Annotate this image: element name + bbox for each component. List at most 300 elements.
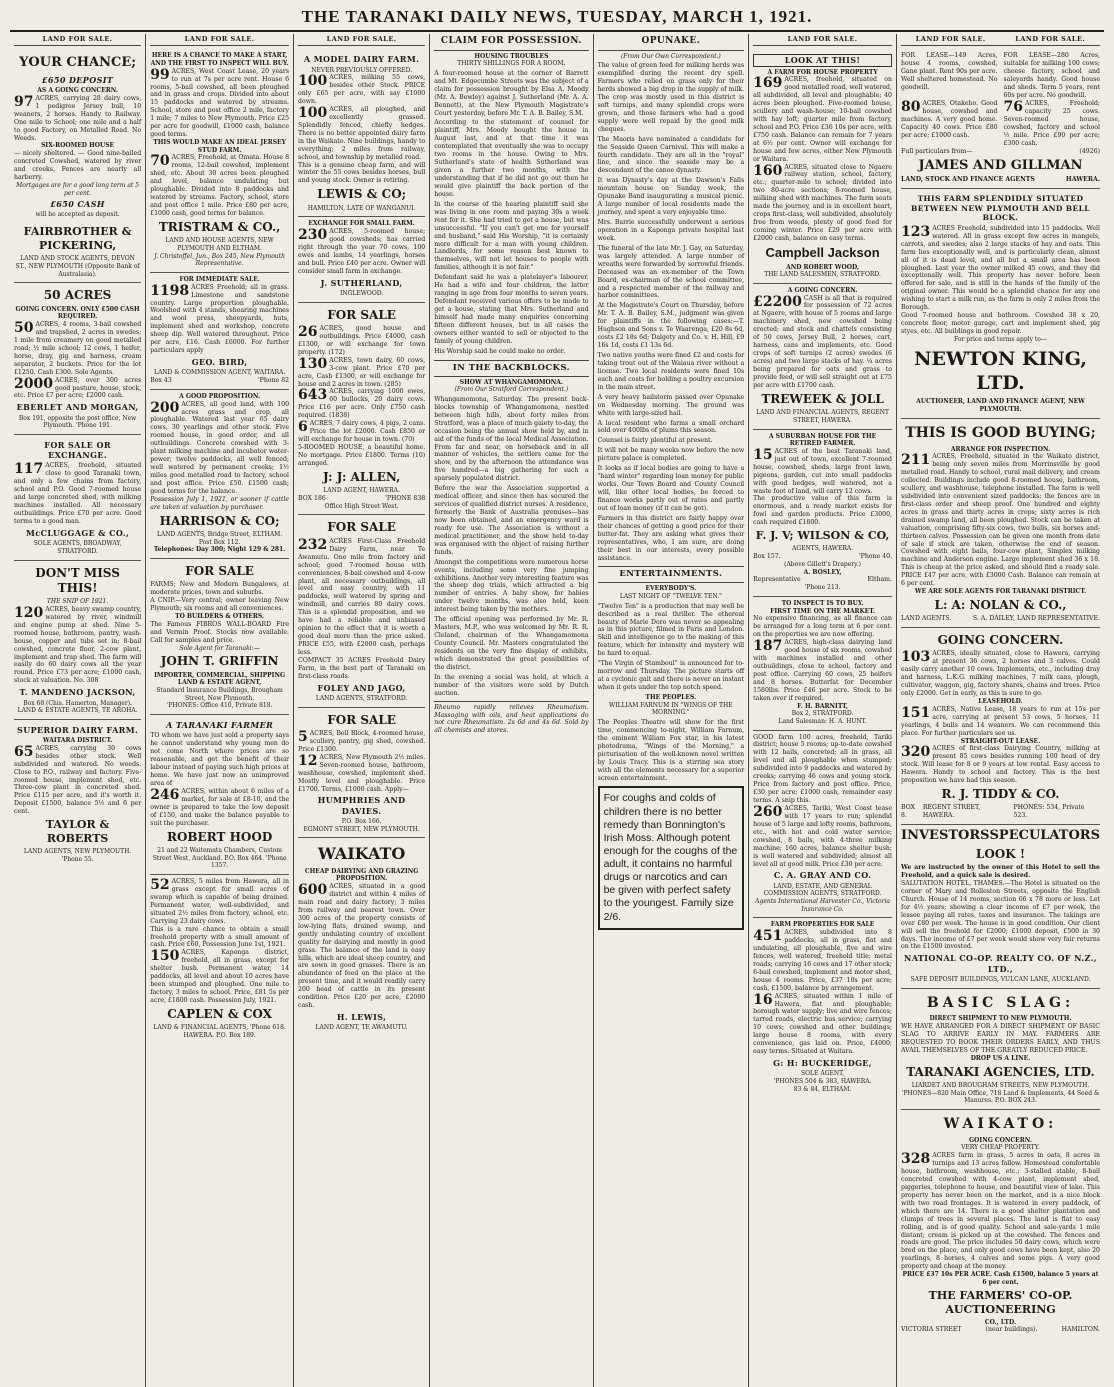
- advert-inspect-to-buy: [753, 597, 892, 731]
- agent-name: NATIONAL CO-OP. REALTY CO. OF N.Z., LTD.,: [904, 953, 1097, 974]
- acre-lead: 65: [14, 743, 34, 760]
- advert-subtitle: ARRANGE FOR INSPECTION.: [950, 445, 1051, 453]
- rheumo-advert: Rheumo rapidly relieves Rheumatism. Massaging with oils, and heat applications do not cure Rheumatism. 2s 6d and 4s 6d. Sold by all chemists and stores.: [434, 701, 588, 736]
- advert-title: FOR SALE: [327, 712, 396, 727]
- agent-note: J. Christoffel, Jun., Box 245, New Plymouth Representative.: [154, 252, 285, 268]
- agent-address: LAND & FINANCIAL AGENTS, 'Phone 618. HAWERA. P.O. Box 189.: [153, 1024, 286, 1039]
- article-paragraph: Defendant said he was a platelayer's labourer. He had a wife and four children, the latter ranging in age from four months to seven years. Defendant received various offers to be made to get a house, stating that Mrs. Sutherland and himself had made many enquiries concerning fifteen different houses, but in all cases the owners either wanted to sell or objected to the family of young children.: [434, 274, 589, 345]
- advert-text: ACRES, Tariki, West Coast lease with 17 years to run; splendid house of 5 large and lofty rooms, bathroom, etc., with hot and cold water service; cowshed, 8 bails, with 4-three milking machine; 160 acres, balance shelter bush; is well watered and subdivided; almost all level all at good milk. Price £30 per acre.: [753, 804, 892, 868]
- advert-text: ACRES, over 300 acres good pasture, house, stock, etc. Price £7 per acre; £2000 cash.: [14, 376, 142, 400]
- advert-text: A CNIP.—Very central; owner leaving New Plymouth; six rooms and all conveniences.: [150, 597, 290, 613]
- acre-lead: £2200: [753, 293, 802, 310]
- acre-lead: 232: [298, 536, 328, 553]
- agent-name: EBERLET AND MORGAN,: [16, 402, 139, 413]
- masthead-title: THE TARANAKI DAILY NEWS, TUESDAY, MARCH 1, 1921.: [301, 7, 813, 26]
- representative-name: A. BOSLEY,: [803, 568, 842, 576]
- advert-text: ACRES, 7 dairy cows, 4 pigs, 2 cans. Price the lot £2000. Cash £850 or will exchange for house in town. (70): [298, 420, 426, 444]
- article-subtitle: SHOW AT WHANGAMOMONA.: [459, 378, 563, 386]
- agent-town: HAMILTON.: [1061, 1326, 1100, 1334]
- article-subtitle: (From Our Stratford Correspondent.): [454, 386, 569, 394]
- article-subtitle: WILLIAM FARNUM IN "WINGS OF THE MORNING.": [609, 701, 733, 717]
- advert-hawera-52: [150, 875, 289, 1044]
- column-7: [897, 34, 1104, 1387]
- article-paragraph: Two native youths were fined £2 and costs for taking trout out of the Waiaua river without a license. Two local residents were fined 10s each and costs for holding a poultry excursion in the main street.: [597, 352, 745, 391]
- acre-lead: 187: [753, 638, 783, 655]
- column-2: [146, 34, 294, 1387]
- advert-title: DON'T MISS THIS!: [35, 565, 120, 595]
- acre-lead: 117: [14, 461, 44, 478]
- advert-title: FARM PROPERTIES FOR SALE: [770, 921, 875, 929]
- agent-name: JAMES AND GILLMAN: [918, 157, 1083, 173]
- article-title: CLAIM FOR POSSESSION.: [434, 36, 588, 51]
- agent-note: Agents International Harvester Co., Victoria Insurance Co.: [755, 898, 890, 913]
- agent-name: F. J. V; WILSON & CO,: [755, 529, 890, 543]
- agent-name-2: CO., LTD.: [984, 1318, 1017, 1326]
- advert-text: GOOD farm 100 acres, freehold, Tariki district; house 5 rooms; up-to-date cowshed with 12 bails, concreted; all in grass, all level and all ploughable when stumped; subdivided into 9 paddocks and watered by creeks; carrying 46 cows and young stock. Price from factory and post office. Price, £30 per acre; £1000 cash, remainder easy terms. A snip this.: [753, 733, 892, 805]
- agent-address: THE LAND SALESMEN, STRATFORD.: [764, 271, 881, 279]
- advert-text: ACRES, New Plymouth 2½ miles. Seven-roomed house, bathroom, washhouse, cowshed, implement shed. Mostly level and ploughable. Price £1700. Terms, £1000 cash. Apply—: [298, 753, 426, 793]
- advert-superior-dairy: [14, 720, 141, 868]
- advert-title: FOR IMMEDIATE SALE.: [179, 275, 260, 283]
- agent-name: Campbell Jackson: [765, 244, 880, 260]
- agent-name: THE FARMERS' CO-OP. AUCTIONEERING: [928, 1288, 1073, 1316]
- advert-text: ACRES, carrying 1000 ewes, 60 bullocks, 20 dairy cows. Price £16 per acre. Only £750 cash required. (1838): [298, 388, 426, 420]
- agent-address: LAND AGENTS, STRATFORD.: [315, 694, 408, 702]
- advert-text: FARMS; New and Modern Bungalows, at moderate prices, town and suburbs.: [150, 581, 290, 597]
- advert-text: ACRES of the best Taranaki land, just out of town, excellent 7-roomed house, cowshed, sheds, large front lawn, pigeons, garden, cut into small paddocks with good hedges, well watered, not a waste foot of land, will carry 12 cows.: [753, 447, 892, 495]
- advert-subtitle: A FARM FOR HOUSE PROPERTY: [767, 68, 878, 76]
- agent-name: L: A: NOLAN & CO.,: [934, 597, 1067, 612]
- agent-name: R. J. TIDDY & CO.: [941, 786, 1060, 801]
- advert-text: ACRES, good house and outbuildings. Price £4000, cash £1300, or will exchange for town property. (172): [298, 324, 426, 356]
- advert-text: ACRES, all ploughed, and excellently grassed. Splendidly fenced, chiefly hedges. There is no better appointed dairy farm in the Waikato. Nine buildings, handy to everything; 2 miles from railway, school, and township by metalled road.: [298, 105, 426, 161]
- agent-role: LAND, STOCK AND FINANCE AGENTS: [900, 176, 1035, 184]
- advert-text: ACRES, high-class dairying land good house of six rooms, cowshed with machines installed and other outbuildings, close to school, factory and post office. Carrying 60 cows, 25 heifers and 8 horses. Butterfat for December 1580lbs. Price £46 per acre. Stock to be taken over if required.: [753, 639, 892, 702]
- advert-text: ACRES, Native Lease, 18 years to run at 15s per acre, carrying at present 53 cows, 5 horses, 11 yearlings, 4 bulls and 14 weaners. We can recommend this place. For further particulars see us.: [900, 705, 1100, 737]
- advert-text: ACRES, Kaponga district, freehold, all in grass, except for shelter bush. Permanent water, 14 paddocks, all level and about 10 acres have been stumped and ploughed. One mile to factory, 3 miles to school. Price, £81 5s per acre, £1800 cash. Possession July, 1921.: [150, 949, 290, 1005]
- agent-name: HARRISON & CO;: [159, 513, 280, 528]
- advert-text: ACRES, situated close to Ngaere railway station, school, factory, etc.; quarter-mile to school; divided into two 80-acre sections; 8-roomed house, milking shed with machines. The farm seats made the journey, and is in excellent heart, crops first-class, well subdivided, absolutely free from weeds, plenty of good feed for coming winter. Price £29 per acre with £2000 cash, balance on easy terms.: [753, 163, 892, 242]
- acre-lead: 52: [150, 876, 170, 893]
- advert-text: ACRES, Otakeho. Good house, cowshed and machines. A very good home. Capacity 40 cows. Price £80 per acre; £1000 cash.: [900, 99, 998, 139]
- advert-drop-line: DROP US A LINE.: [970, 1054, 1031, 1062]
- agent-name: TREWEEK & JOLL: [761, 391, 884, 406]
- advert-new-plymouth-bell-block: [901, 189, 1100, 419]
- article-paragraph: Farmers in this district are fairly happy over their chances of getting a good price for their butter-fat. They are asking what gives their representatives, who, I am sure, are doing their best in our interests, every possible assistance.: [597, 514, 745, 562]
- advert-waikato-going-concern: [901, 1110, 1100, 1338]
- advert-text: WE HAVE ARRANGED FOR A DIRECT SHIPMENT OF BASIC SLAG TO ARRIVE EARLY IN MAY. FARMERS ARE REQUESTED TO BOOK THEIR ORDERS EARLY, AND THUS AVAIL THEMSELVES OF THE GREATLY REDUCED PRICE.: [900, 1023, 1100, 1054]
- advert-title: A SUBURBAN HOUSE FOR THE RETIRED FARMER.: [768, 432, 877, 448]
- advert-for-sale-foley: [298, 515, 425, 707]
- advert-title: WAIKATO: [317, 844, 406, 864]
- advert-subtitle: VERY CHEAP PROPERTY.: [961, 1144, 1040, 1152]
- advert-title: A GOING CONCERN.: [787, 286, 858, 294]
- agent-address: Box 2, STRATFORD.: [791, 710, 854, 718]
- column-header: LAND FOR SALE.: [14, 34, 141, 46]
- agent-name: GEO. BIRD,: [191, 357, 248, 368]
- advert-agent-note: Sole Agent for Taranaki:—: [179, 644, 260, 652]
- advert-text: ACRES, subdivided into 8 paddocks, all in grass, flat and undulating, all ploughable, five and wire fences, well watered, freehold title; metal roads; carrying 16 cows and 17 other stock; 6-bail cowshed, implement and motor shed, house 4 rooms. Price, £37 10s per acre; cash, £1500, balance by arrangement.: [753, 929, 892, 992]
- advert-model-dairy: [298, 49, 425, 217]
- advert-suburban-house: [753, 430, 892, 597]
- agent-name: TARANAKI AGENCIES, LTD.: [906, 1064, 1095, 1079]
- agent-address: EGMONT STREET, NEW PLYMOUTH.: [303, 825, 420, 833]
- agent-name: ROBERT HOOD: [166, 829, 273, 844]
- advert-cash-note: will be accepted as deposit.: [35, 211, 120, 219]
- agent-name: TAYLOR & ROBERTS: [45, 818, 110, 846]
- agent-box: Box 157.: [753, 552, 781, 560]
- agent-address: LAND AGENT, HAWERA.: [323, 487, 400, 495]
- advert-mortgage: Mortgages are for a good long term at 5 per cent.: [16, 181, 140, 197]
- advert-dont-miss: [14, 561, 141, 720]
- advert-good-buying: [901, 419, 1100, 628]
- acre-lead: 26: [298, 323, 318, 340]
- advert-text: ACRES, ideally situated, close to Hawera, carrying at present 36 cows, 2 horses and 3 calves. Could easily carry another 10 cows. Implements, etc., including dray and harness, L.K.G. milking machines, 7 milk cans, plough, cultivator, waggon, gig, factory shares, chains and trees. Price only £2000. Get in early, as this is sure to go.: [900, 650, 1100, 698]
- acre-lead: 16: [753, 991, 773, 1008]
- advert-for-lease: [901, 49, 1100, 189]
- agent-name: T. MANDENO JACKSON,: [19, 687, 136, 698]
- advert-text: ACRES Freehold, subdivided into 15 paddocks. Well watered. All in grass except few acres in mangels, carrots, and swedes; also 2 large stacks of hay and oats. This farm lies exceptionally well, and is particularly clean, almost all of it is dead level, and all but a small area has been ploughed. Last year the owner milked 45 cows, and they did exceptionally well. This property has never before been offered for sale, and is still in the hands of the family of the original owner. This would be a splendid chance for any one wishing to start a milk run, as the farm is only 2 miles from the Borough.: [900, 224, 1100, 312]
- agent-name: J. SUTHERLAND,: [320, 277, 403, 288]
- agent-address: REGENT STREET, HAWERA.: [922, 804, 981, 820]
- advert-title: A GOOD PROPOSITION.: [179, 392, 261, 400]
- advert-text: ACRES, freehold, situated on good metalled road, well watered, all subdivided, all level and ploughable; 40 acres been ploughed. Five-roomed house, scullery and wash-house; 10-bail cowshed with hay loft; quarter mile from factory, school and P.O. Price £36 10s per acre, with £750 cash. Balance can remain for 7 years at 6½ per cent. Owner will exchange for house and few acres, either New Plymouth or Waitara.: [753, 76, 892, 163]
- advert-text: ACRES, carrying 30 cows besides other stock. Well subdivided and watered. No weeds. Close to P.O., railway and factory. Five-roomed house, implement shed, etc. Three-cow plant in concreted shed. Price £115 per acre, and it's worth it. Deposit £1500, balance 5½ and 6 per cent.: [14, 744, 142, 816]
- agent-address: LAND AGENTS, Bridge Street, ELTHAM. Post Box 112.: [156, 531, 283, 546]
- advert-farm-properties: [753, 918, 892, 1097]
- agent-address: LAND AND HOUSE AGENTS, NEW PLYMOUTH AND ELTHAM.: [165, 237, 274, 252]
- article-paragraph: "Twelve Ten" is a production that may well be described as a real thriller. The ethereal beauty of Marie Doro was never so appealing as in this picture, filmed in Paris and London. Skill and intelligence go to the making of this feature, which for intensity and mystery will be hard to equal.: [597, 602, 745, 658]
- advert-subtitle: DIRECT SHIPMENT TO NEW PLYMOUTH.: [929, 1015, 1072, 1023]
- advert-title: FOR SALE OR EXCHANGE.: [44, 439, 111, 461]
- advert-taranaki-farmer: [150, 715, 289, 875]
- advert-text: ACRES, situated within 1 mile of Hawera, flat and ploughable; borough water supply; live and wire fences; tarred roads, electric bus service; carrying 10 cows; cowshed and other buildings; large house 8 rooms, with every convenience, gas laid on. Price, £4000; easy terms. Situated at Waitara.: [753, 992, 892, 1056]
- columns: [10, 34, 1104, 1387]
- article-paragraph: A local resident who farms a small orchard sold over 400lbs of plums this season.: [597, 419, 745, 435]
- irish-moss-advert: For coughs and colds of children there is no better remedy than Bonnington's Irish Moss. Although potent enough for the coughs of the adult, it contains no harmful drugs or narcotics and can be given with perfect safety to the youngest. Family size 2/6.: [598, 786, 745, 929]
- agent-address: LAND & COMMISSION AGENT, WAITARA.: [153, 369, 286, 377]
- advert-house-text: — nicely sheltered. — Good nine-bailed concreted Cowshed, watered by river and creeks. Fences are nearly all harberry.: [14, 150, 142, 181]
- agent-address: 83 & 84, ELTHAM.: [793, 1085, 852, 1093]
- advert-subtitle: GOING CONCERN.: [969, 1136, 1032, 1144]
- advert-more: For price and terms apply to—: [954, 335, 1047, 343]
- advert-title: WAIKATO:: [943, 1115, 1058, 1132]
- acre-lead: 123: [900, 223, 931, 240]
- agent-name: NEWTON KING, LTD.: [914, 347, 1087, 394]
- advert-title: YOUR CHANCE;: [19, 55, 137, 71]
- agent-address: LAND AGENT, TE AWAMUTU.: [315, 1024, 408, 1032]
- acre-lead: 100: [298, 73, 328, 90]
- advert-title-right: SPECULATORS: [989, 828, 1100, 844]
- advert-look-at-this: [753, 49, 892, 284]
- agent-address: LAND AND FINANCIAL AGENTS, REGENT STREET, HAWERA.: [756, 409, 890, 424]
- acre-lead: 328: [900, 1151, 931, 1168]
- advert-title: TO INSPECT IS TO BUY.: [781, 599, 864, 607]
- masthead: [10, 4, 1104, 32]
- column-header-row: [901, 34, 1100, 46]
- advert-exchange: [298, 217, 425, 302]
- acre-lead: 76: [1003, 98, 1023, 115]
- advert-for-sale-bungalows: [150, 559, 289, 715]
- advert-title: A TARANAKI FARMER: [166, 720, 274, 731]
- advert-going-concern: [753, 284, 892, 430]
- article-paragraph: The value of green feed for milking herds was exemplified during the recent dry spell. Farmers who relied on grass only for their herds showed a big drop in the supply of milk. The crop was mostly used in this district is soft turnips, and many splendid crops were grown, and those farmers who had a good supply were well repaid by the good milk cheques.: [597, 62, 745, 133]
- article-paragraph: It was Dynasty's day at the Dawson's Falls mountain house on Sunday week, the Opunake Band inaugurating a musical picnic. A large number of local residents made the journey, and spent a very enjoyable time.: [597, 177, 745, 217]
- advert-subtitle: AS A GOING CONCERN.: [37, 87, 118, 95]
- agent-role: IMPORTER, COMMERCIAL, SHIPPING LAND & ESTATE AGENT,: [154, 671, 286, 687]
- advert-waikato: [298, 838, 425, 1036]
- advert-price: PRICE £37 10s PER ACRE. Cash £1500, balance 5 years at 6 per cent.: [902, 1271, 1099, 1286]
- acre-lead: 130: [298, 355, 328, 372]
- agent-name: FOLEY AND JAGO,: [317, 682, 406, 693]
- agent-name: FAIRBROTHER & PICKERING,: [23, 225, 132, 253]
- article-paragraph: The official opening was performed by Mr. R. Masters, M.P., who was welcomed by Mr. R. R. Cleland, chairman of the Whangamomona County Council. Mr. Masters congratulated the residents on the very fine display of exhibits, which demonstrated the great possibilities of the district.: [434, 616, 589, 671]
- advert-text: ACRES Freehold; all in grass. Limestone and sandstone country. Large proportion ploughable. Woolshed with 4 stands, shearing machines and wool press, sheepyards, huts, implement shed and workshop, concrete sheep dip. Well watered throughout. Price per acre, £16. Cash £6000. For further particulars apply: [150, 283, 290, 355]
- agent-name: C. A. GRAY AND CO.: [773, 870, 872, 881]
- article-paragraph: Counsel is fairly plentiful at present.: [597, 437, 713, 445]
- advert-text: ACRES, 4 rooms, 3-bail cowshed and trapshed, 2 acres in swedes; 1 mile from creamery on good metalled road; ½ mile school; 12 cows, 1 heifer, horse, dray, gig and harness, cream separator, 2 buckets. Price for the lot £1250. Cash £300. Sole Agents.: [14, 321, 142, 376]
- advert-deposit: £650 DEPOSIT: [41, 74, 114, 85]
- advert-title: THIS FARM SPLENDIDLY SITUATED BETWEEN NEW PLYMOUTH AND BELL BLOCK.: [910, 194, 1090, 223]
- advert-subtitle: CHEAP DAIRYING AND GRAZING PROPOSITION.: [304, 867, 419, 883]
- agent-address: LAND AND STOCK AGENTS, DEVON ST., NEW PLYMOUTH (Opposite Bank of Australasia).: [15, 255, 140, 278]
- agent-phone: 'PHONE 838: [385, 494, 426, 502]
- advert-text: ACRES farm in grass, 5 acres in oats, 8 acres in turnips and 13 acres fallow. Homestead comfortable house, bathroom, washhouse, etc.; 3-stalled stable, 8-bail concreted cowshed with 4-cow plant, implement shed, piggeries, telephone to house, and beautiful view of lake. This property has never been on the market, and is a nice block with two road frontages. It is watered in every paddock, of which there are 14. There is a good shelter plantation and clumps of trees in several places. The land is flat to easy rolling, and is of good quality. School and sale-yards 1 mile distant; cream is picked up at the cowshed. The fences and roads are good. The price includes 50 dairy cows, which were bred on the place, and only good cows have been kept, also 20 yearlings, 8 horses, 4 calves and some pigs. A very good property and cheap at the money.: [900, 1152, 1100, 1271]
- advert-subtitle: LEASEHOLD.: [978, 698, 1023, 706]
- column-header: LAND FOR SALE.: [298, 34, 425, 46]
- advert-text: ACRES, carrying 28 dairy cows, 1 pedigree Jersey bull, 10 weaners, 2 horses. Handy to Railway. One mile to School; one mile and a half to good Factory, on Metalled Road. No Weeds.: [14, 94, 142, 142]
- advert-text: FOR LEASE—280 Acres, suitable for milking 100 cows; cheese factory, school and saleyards handy. Good house and sheds. Term 5 years, rent 60s per acre. No goodwill.: [1003, 52, 1101, 99]
- advert-text: We are instructed by the owner of this Hotel to sell the Freehold, and a quick sale is desired.: [900, 864, 1100, 880]
- acre-lead: 600: [298, 882, 328, 899]
- advert-title: EXCHANGE FOR SMALL FARM.: [308, 220, 415, 228]
- advert-investors: [901, 825, 1100, 988]
- advert-text: CASH is all that is required for possession of 72 acres at Ngaere, with house of 5 rooms and large machinery shed, new cowshed being erected; and stock and chattels consisting of 50 cows, Jersey Bull, 2 horses, cart, harness, cans and implements, etc. Good crops of soft turnips (2 acres) swedes (6 acres) and two large stacks of hay. ¼ acres being prepared for oats and grass to provide feed, or will sell straight out at £75 per acre with £1700 cash.: [753, 294, 892, 389]
- article-subtitle: (From Our Own Correspondent.): [620, 52, 721, 60]
- advert-house: SIX-ROOMED HOUSE: [41, 142, 115, 150]
- advert-for-sale-allen: [298, 303, 425, 516]
- article-paragraph: The funeral of the late Mr. J. Gay, on Saturday, was largely attended. A large number of wreaths were forwarded by sorrowful friends. Deceased was an ex-member of the Town Board, ex-chairman of the school committee, and a respected member of the railway and harbor committees.: [597, 244, 745, 300]
- representative-role: Representative: [753, 576, 801, 584]
- article-subtitle: LAST NIGHT OF "TWELVE TEN.": [619, 592, 722, 600]
- acre-lead: 451: [753, 928, 783, 945]
- agent-address: AGENTS, HAWERA.: [792, 545, 854, 553]
- acre-lead: 103: [900, 649, 931, 666]
- advert-text: ACRES, town dairy, 60 cows, 3-cow plant. Price £70 per acre, Cash £1300, or will exchange for house and 2 acres in town. (285): [298, 356, 426, 388]
- agent-phone: 'Phone 82: [257, 377, 290, 384]
- advert-title: HERE IS A CHANCE TO MAKE A START, AND THE FIRST TO INSPECT WILL BUY.: [150, 52, 289, 67]
- advert-text: Good 7-roomed house and bathroom. Cowshed 38 x 20, concrete floor, motor garage, cart and implement shed, pig styes, etc. All buildings in good repair.: [900, 312, 1100, 336]
- acre-lead: 100: [298, 104, 328, 121]
- agent-representative: S. A. DAILEY, LAND REPRESENTATIVE.: [972, 615, 1100, 623]
- advert-good-farm: [753, 731, 892, 919]
- agent-town: HAWERA.: [1065, 176, 1100, 184]
- agent-address: Box 68 (Chis. Hamerton, Manager). LAND & ESTATE AGENTS, TE AROHA.: [17, 699, 138, 715]
- agent-name: H. LEWIS,: [336, 1012, 387, 1023]
- acre-lead: 50: [14, 320, 34, 337]
- agent-phone: 'PHONES—820 Main Office, 718 Land & Implements, 44 Seed & Manures. P.O. BOX 243.: [901, 1089, 1100, 1105]
- article-subtitle: EVERYBODY'S.: [645, 585, 697, 593]
- advert-title: LOOK AT THIS!: [753, 54, 892, 66]
- advert-look: LOOK !: [975, 846, 1026, 861]
- advert-title: FOR SALE: [327, 307, 396, 322]
- column-header: LAND FOR SALE.: [753, 34, 892, 46]
- acre-lead: 2000: [14, 375, 53, 392]
- advert-title: 50 ACRES: [43, 288, 112, 303]
- agent-address: SOLE AGENTS, BROADWAY, STRATFORD.: [33, 540, 122, 555]
- agent-name: CAPLEN & COX: [167, 1006, 272, 1021]
- acre-lead: 230: [298, 227, 328, 244]
- agent-name: F. H. BARNITT,: [797, 702, 848, 710]
- acre-lead: 150: [150, 948, 180, 965]
- acre-lead: 211: [900, 452, 931, 469]
- agent-note: (Above Gillett's Drapery.): [784, 560, 862, 568]
- agent-name-2: AND ROBERT WOOD,: [786, 263, 860, 271]
- article-paragraph: The Peoples Theatre will show for the first time, commencing to-night, William Farnum, the eminent William Fox star, in his latest photodrama, "Wings of the Morning," a picturisation of the well-known novel written by Louis Tracy. This is a stirring sea story with all the elements necessary for a superior screen entertainment.: [597, 718, 745, 782]
- agent-office: Office High Street West.: [324, 502, 399, 510]
- column-1: [10, 34, 146, 1387]
- column-4: [430, 34, 593, 1387]
- article-subtitle: THIRTY SHILLINGS FOR A ROOM.: [457, 60, 566, 68]
- advert-subtitle: NEVER PREVIOUSLY OFFERED.: [311, 66, 413, 74]
- agent-box: P.O. Box 166.: [341, 817, 382, 825]
- advert-title: THIS WOULD MAKE AN IDEAL JERSEY STUD FARM.: [153, 139, 286, 154]
- acre-lead: 80: [900, 98, 921, 115]
- advert-text: ACRES, situated in a good district and within 4 miles of main road and dairy factory; 3 miles from railway and nearest town. Over 300 acres of the property consists of low-lying flats, drained swamp, and gently undulating country of excellent quality for dairying and mostly in good grass. The balance of the land is easy hills, which are ideal sheep country, and are sown in good grasses. There is an abundance of feed on the place at the present time, and it would readily carry 200 head of cattle in its present condition. Price £20 per acre, £2000 cash.: [298, 883, 426, 1010]
- advert-text: ACRES, within about 6 miles of a market, for sale at £8-10, and the owner is prepared to take the low deposit of £150, and make the balance payable to suit the purchaser.: [150, 787, 290, 827]
- acre-lead: 15: [753, 446, 773, 463]
- agent-box: Box 43: [150, 377, 172, 384]
- advert-text: COMPACT 35 ACRES Freehold Dairy Farm, in the best part of Taranaki on first-class roads.: [298, 656, 426, 680]
- advert-number: (4926): [1079, 147, 1100, 155]
- agent-note: Land Salesman: H. A. HUNT.: [778, 717, 867, 725]
- agent-name: McCLUGGAGE & CO.,: [26, 527, 130, 538]
- advert-text: ACRES, 5-roomed house; good cowsheds; has carried right through the year 70 cows, 100 ewes and lambs, 14 yearlings, horses and bull. Price £40 per acre. Owner will consider small farm in exchange.: [298, 228, 426, 275]
- advert-text: SALUTATION HOTEL, THAMES.—The Hotel is situated on the corner of Mary and Rolleston Streets, opposite the English Church. House of 14 rooms, section 66 x 78 more or less. Let for 4½ years; showing a clear income of £7 per week, the lessee paying all rates, taxes and insurance. The takings are over £80 per week. The house is in good condition. Our client will sell the freehold for £2000; £1000 deposit, £500 in 30 days. The income of £7 per week would show very fair returns on the £1500 invested.: [900, 879, 1100, 951]
- advert-subtitle: WAITARA DISTRICT.: [42, 737, 113, 745]
- advert-title: FOR SALE: [327, 520, 396, 535]
- article-paragraph: The Maoris have nominated a candidate for the Seaside Queen Carnival. This will make a fourth candidate. They are all in the "royal" line, and since the seaside may be a descendant of the canoe dynasty.: [597, 135, 745, 175]
- advert-your-chance: [14, 49, 141, 283]
- article-paragraph: His Worship said he could make no order.: [434, 347, 566, 355]
- advert-subtitle: TO BUILDERS & OTHERS.: [175, 613, 265, 621]
- advert-possession: Possession July 1, 1921, or sooner if cattle are taken at valuation by purchaser.: [150, 495, 290, 511]
- advert-basic-slag: [901, 989, 1100, 1110]
- advert-immediate-sale: [150, 273, 289, 390]
- article-paragraph: It looks as if local bodies are going to have a "hard winter" regarding loan money for public works. Our Town Board and County Council will, like other local bodies, be forced to finance works partly out of rates and partly out of loan money (if it can be got).: [597, 465, 745, 512]
- agent-role: AUCTIONEER, LAND AND FINANCE AGENT, NEW PLYMOUTH.: [916, 398, 1085, 413]
- advert-title: A MODEL DAIRY FARM.: [303, 54, 420, 65]
- article-paragraph: Amongst the competitions were numerous horse events, including some very fine jumping exhibitions. Another very interesting feature was the sheep dog trials, which attracted a big number of entries. A baby show, for babies under twelve months, was also held, keen interest being taken by the mothers.: [434, 558, 589, 614]
- acre-lead: 151: [900, 704, 931, 721]
- acre-lead: 12: [298, 752, 318, 769]
- agent-phone: PHONES: 534, Private 523.: [1013, 804, 1085, 820]
- acre-lead: 99: [150, 66, 170, 83]
- advert-text: The Famous FIBROS WALL-BOARD Fire and Vermin Proof. Stocks now available. Call for samples and price.: [150, 620, 290, 644]
- column-3: [294, 34, 430, 1387]
- advert-agents-note: WE ARE SOLE AGENTS FOR TARANAKI DISTRICT.: [914, 588, 1087, 596]
- advert-title-left: INVESTORS: [900, 828, 990, 844]
- column-header: LAND FOR SALE.: [915, 35, 986, 43]
- agent-address: HAMILTON, LATE OF WANGANUI.: [307, 204, 416, 212]
- acre-lead: 160: [753, 162, 783, 179]
- advert-text: The productive value of this farm is enormous, and a ready market exists for fowl and garden products. Price £3000, cash required £1800.: [753, 495, 892, 527]
- article-paragraph: At the Magistrate's Court on Thursday, before Mr. T. A. B. Bailey, S.M., judgment was given for plaintiffs in the following cases:—T. Hughson and Sons v. Te Waarenga, £20 8s 6d, costs £2 18s 6d; Dalgety and Co. v. H. Hill, £9 16s 1d, costs £1 13s 6d.: [597, 302, 745, 350]
- advert-going-concern-tiddy: [901, 628, 1100, 825]
- advert-cash: £650 CASH: [50, 199, 105, 210]
- article-paragraph: In the course of the hearing plaintiff said she was living in one room and paying 30s a week rent for it. She had tried to get a house, but was unsuccessful. "If you can't get one for yourself and husband," said His Worship, "it is certainly more difficult for a man with young children. Landlords, for some reason best known to themselves, will not let houses to people with families, although it is not fair.": [434, 200, 589, 272]
- article-title: ENTERTAINMENTS.: [598, 566, 745, 583]
- advert-text: ACRES, Freehold, situated in the Waikato district, being only seven miles from Morrinsville by good metalled road. Handy to school, rural mail delivery, and cream collected. Buildings include good 8-roomed house, bathroom, scullery, and washhouse, telephone installed. The farm is well subdivided into convenient sized paddocks; the fences are in first-class order and sheep proof. One hundred and eighty acres in grass and thirty acres in crops; sixty acres is rich drained swamp land, all been ploughed. Stock can be taken at valuation, comprising fifty-six cows, two bulls, six horses and-thirteen calves. Possession can be given one month from date of sale if stock are taken, otherwise the end of season. Cowshed with eight bails, four-cow plant, Simplex milking machine and Anderson engine. Large implement shed 36 x 18. This is cheap at the price asked, and should find a ready sale. PRICE £47 per acre, with £3000 Cash. Balance can remain at 6 per cent.: [900, 453, 1100, 588]
- agent-name: G: H: BUCKERIDGE,: [773, 1058, 872, 1069]
- article-paragraph: A four-roomed house at the corner of Barrett and Mt. Edgecumbe Streets was the subject of a claim for possession brought by Elsa A. Moody (Mr. A. Bewley) against J. Sutherland (Mr. A. A. Bennett), at the New Plymouth Magistrate's Court yesterday, before Mr. T. A. B. Bailey, S.M.: [434, 69, 589, 117]
- agent-phone: 'Phone 40.: [858, 552, 892, 560]
- advert-text: TO whom we have just sold a property says he cannot understand why young men do not come North where prices are so reasonable, and get the benefit of their labour instead of paying such high prices at home. We have just now an unimproved area of: [150, 732, 290, 787]
- acre-lead: 70: [150, 153, 170, 170]
- advert-text: FOR LEASE—149 Acres, house 4 rooms, cowshed, Gane plant. Rent 90s per acre. Well sheltered homestead. No goodwill.: [900, 52, 998, 92]
- advert-text: ACRES, Bell Block, 4-roomed house, scullery, pantry, gig shed, cowshed. Price £1300.: [298, 729, 426, 753]
- agent-address: LAND AGENTS, NEW PLYMOUTH. 'Phone 55.: [23, 848, 132, 864]
- agent-address: LAND, ESTATE, AND GENERAL COMMISSION AGENTS, STRATFORD.: [763, 882, 882, 898]
- column-5: [594, 34, 750, 1387]
- agent-role: LAND AGENTS.: [900, 615, 952, 623]
- agent-address: Standard Insurance Buildings, Brougham Street, New Plymouth.: [156, 687, 283, 702]
- advert-chance-start: [150, 49, 289, 273]
- agent-address: SAFE DEPOSIT BUILDINGS, VULCAN LANE, AUCKLAND.: [910, 975, 1091, 983]
- acre-lead: 643: [298, 387, 328, 404]
- advert-title: SUPERIOR DAIRY FARM.: [17, 724, 139, 735]
- advert-title: BASIC SLAG:: [926, 994, 1075, 1011]
- advert-text: ACRES, all good land, with 100 acres grass and crop, all ploughable. Watered last year 65 dairy cows, 30 yearlings and other stock. Five roomed house, in good order, and all outbuildings. Concrete cowshed with 3-plant milking machine and incubator water-power; twelve paddocks, all well fenced; well watered by permanent creeks; 1½ miles good metalled road to factory, school and post office. Price £50. £1500 cash; good terms for the balance.: [150, 400, 290, 495]
- agent-address: LIARDET AND BROUGHAM STREETS, NEW PLYMOUTH.: [911, 1081, 1090, 1089]
- article-subtitle: THE PEOPLES.: [645, 693, 697, 701]
- advert-for-sale-humphries: [298, 708, 425, 839]
- column-header: LAND FOR SALE.: [1015, 35, 1086, 43]
- advert-text: ACRES, freehold, situated close to good Taranaki town, and only a few chains from factory, school and P.O. Good 7-roomed house and large concreted shed, with milking machines installed. All necessary outbuildings. Price £70 per acre. Good terms to a good man.: [14, 462, 142, 525]
- acre-lead: 169: [753, 75, 783, 92]
- advert-title: GOING CONCERN.: [937, 633, 1064, 648]
- article-paragraph: In the evening a social was held, at which a number of the visitors were sold by Dutch auction.: [434, 673, 589, 697]
- advert-subtitle: STRAIGHT-OUT LEASE.: [960, 737, 1041, 745]
- article-paragraph: Mrs. Barrie successfully underwent a serious operation in a Kaponga private hospital last week.: [597, 219, 745, 242]
- agent-address: 21 and 22 Waitemata Chambers, Custom Street West, Auckland. P.O. Box 464. 'Phone 1357.: [152, 846, 287, 870]
- agent-name: TRISTRAM & CO.,: [158, 219, 281, 234]
- advert-text: This is a rare chance to obtain a small freehold property with a small amount of cash. Price £60, Possession June 1st, 1921.: [150, 925, 290, 949]
- agent-address: INGLEWOOD.: [339, 289, 384, 297]
- acre-lead: 120: [14, 604, 44, 621]
- agent-box: BOX 186: [298, 494, 326, 502]
- advert-subtitle: THE SNIP OF 1921.: [46, 598, 109, 606]
- agent-phone: Telephones: Day 300; Night 129 & 281.: [153, 546, 286, 554]
- acre-lead: 320: [900, 744, 931, 761]
- article-paragraph: Whangamomona, Saturday. The present back-blocks township of Whangamomona, nestled between high hills, about forty miles from Stratford, was a place of much gaiety to-day, the occasion being the annual show held by, and in aid of the funds of the local Medical Association. From far and near, on horseback and in all manner of vehicles, the settlers came for the show, and by the afternoon the attendance was five hundred—a big gathering for such a sparsely populated district.: [434, 395, 589, 483]
- article-subtitle: HOUSING TROUBLES: [474, 52, 549, 60]
- advert-text: ACRES, heavy swamp country, watered by river, windmill and engine pump at shed. Nine 5-roomed house, bathroom, pantry, wash-house, copper and tubs set in; 8-bail cowshed, concrete floor, 2-cow plant, implement and trap shed. The farm will easily do 60 dairy cows all the year round. Price £73 per acre; £1000 cash, stock at valuation. No. 308: [14, 605, 142, 685]
- acre-lead: 200: [150, 399, 180, 416]
- acre-lead: 260: [753, 803, 783, 820]
- agent-address: Box 191, opposite the post office, New Plymouth. 'Phone 191.: [18, 414, 137, 430]
- agent-address-note: (near buildings).: [985, 1326, 1038, 1334]
- article-paragraph: Before the war the Association supported a medical officer, and since then has secured the services of qualified district nurses. A residence, formerly the Bank of Australia premises—has now been obtained, and an emergency ward is ready for use. The Association is without a medical practitioner, and the show held to-day was organised with the object of raising further funds.: [434, 485, 589, 556]
- advert-good-proposition: [150, 390, 289, 559]
- advert-text: This is a genuine cheap farm, and will winter the 55 cows besides horses, bull and young stock. Owner is retiring.: [298, 161, 426, 185]
- advert-sale-exchange: [14, 435, 141, 561]
- advert-more: Full particulars from—: [900, 147, 973, 155]
- advert-subtitle: FIRST TIME ON THE MARKET.: [770, 607, 876, 615]
- advert-title: THIS IS GOOD BUYING;: [905, 424, 1096, 441]
- article-paragraph: "The Virgin of Stamboul" is announced for to-morrow and Thursday. The picture starts off at a cyclonic gait and there is never an instant when it gets under the top notch speed.: [597, 660, 745, 692]
- article-title: OPUNAKE.: [598, 36, 745, 51]
